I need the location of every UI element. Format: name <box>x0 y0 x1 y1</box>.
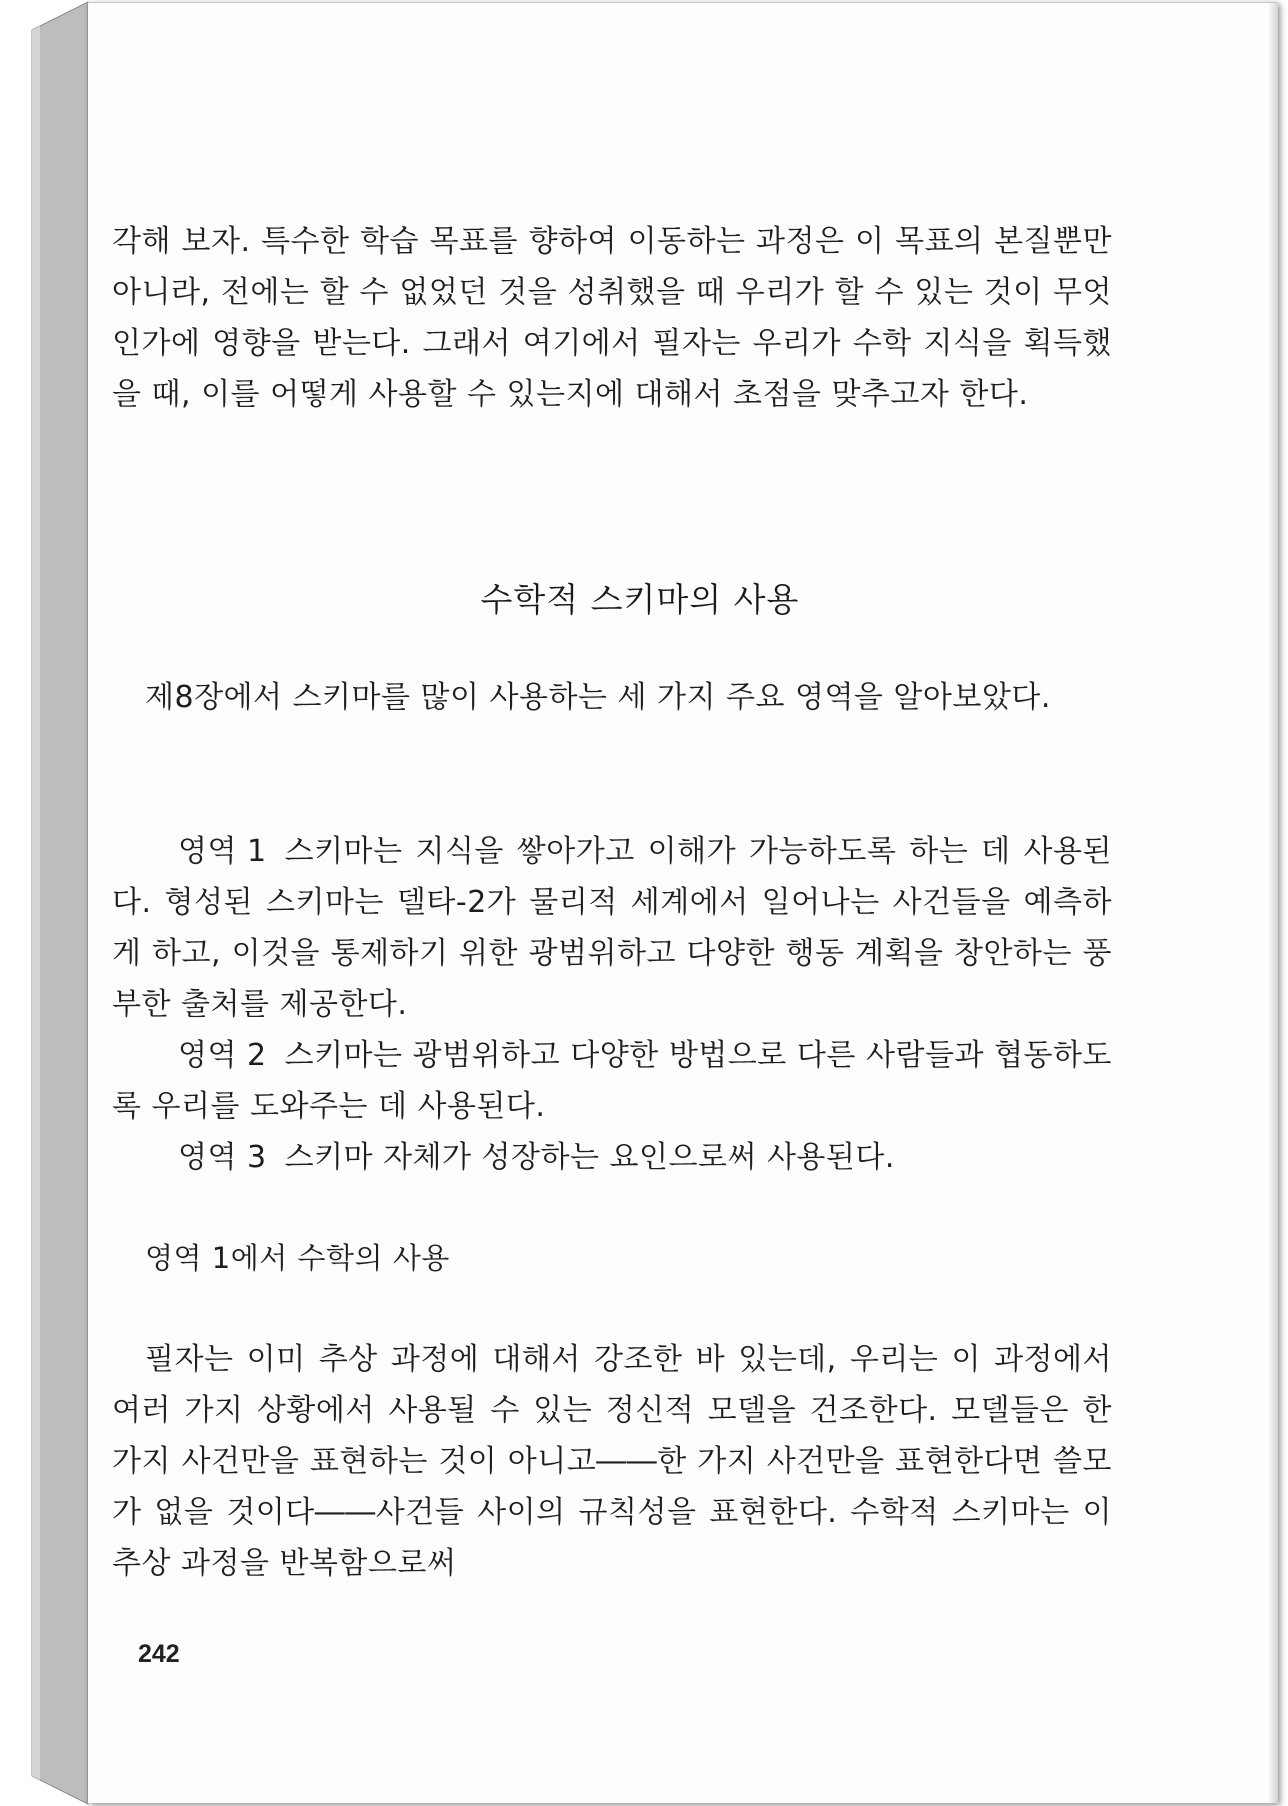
areas-list <box>112 826 1112 1183</box>
intro-text <box>112 216 1112 420</box>
final-paragraph: 필자는 이미 추상 과정에 대해서 강조한 바 있는데, 우리는 이 과정에서 여러 가지 상황에서 사용될 수 있는 정신적 모델을 건조한다. 모델들은 한 가지 사건만을 표현하는 것이 아니고――한 가지 사건만을 표현한다면 쓸모가 없을 것이다――사건들 사이의 규칙성을 표현한다. 수학적 스키마는 이 추상 과정을 반복함으로써 <box>112 1342 1112 1581</box>
page-number: 242 <box>138 1640 180 1668</box>
section-intro-block <box>112 672 1112 723</box>
section-heading: 수학적 스키마의 사용 <box>480 580 800 619</box>
area-label-2: 영역 2 <box>178 1038 267 1073</box>
area-label-3: 영역 3 <box>178 1140 267 1175</box>
area-label-1: 영역 1 <box>178 834 267 869</box>
area-text-2: 스키마는 광범위하고 다양한 방법으로 다른 사람들과 협동하도록 우리를 도와주는 데 사용된다. <box>112 1038 1112 1124</box>
area-item-3 <box>112 1132 1112 1183</box>
section-intro-paragraph: 제8장에서 스키마를 많이 사용하는 세 가지 주요 영역을 알아보았다. <box>145 680 1051 715</box>
page-edge-shadow <box>1268 3 1278 1803</box>
intro-paragraph: 각해 보자. 특수한 학습 목표를 향하여 이동하는 과정은 이 목표의 본질뿐만 아니라, 전에는 할 수 없었던 것을 성취했을 때 우리가 할 수 있는 것이 무엇인가에 영향을 받는다. 그래서 여기에서 필자는 우리가 수학 지식을 획득했을 때, 이를 어떻게 사용할 수 있는지에 대해서 초점을 맞추고자 한다. <box>112 224 1112 412</box>
area-1-subheading: 영역 1에서 수학의 사용 <box>145 1241 450 1275</box>
area-item-2 <box>112 1030 1112 1132</box>
final-text <box>112 1334 1112 1589</box>
area-item-1 <box>112 826 1112 1030</box>
area-text-1: 스키마는 지식을 쌓아가고 이해가 가능하도록 하는 데 사용된다. 형성된 스키마는 델타-2가 물리적 세계에서 일어나는 사건들을 예측하게 하고, 이것을 통제하기 위한 광범위하고 다양한 행동 계획을 창안하는 풍부한 출처를 제공한다. <box>112 834 1112 1022</box>
area-text-3: 스키마 자체가 성장하는 요인으로써 사용된다. <box>284 1140 895 1175</box>
book-spine <box>0 0 90 1806</box>
